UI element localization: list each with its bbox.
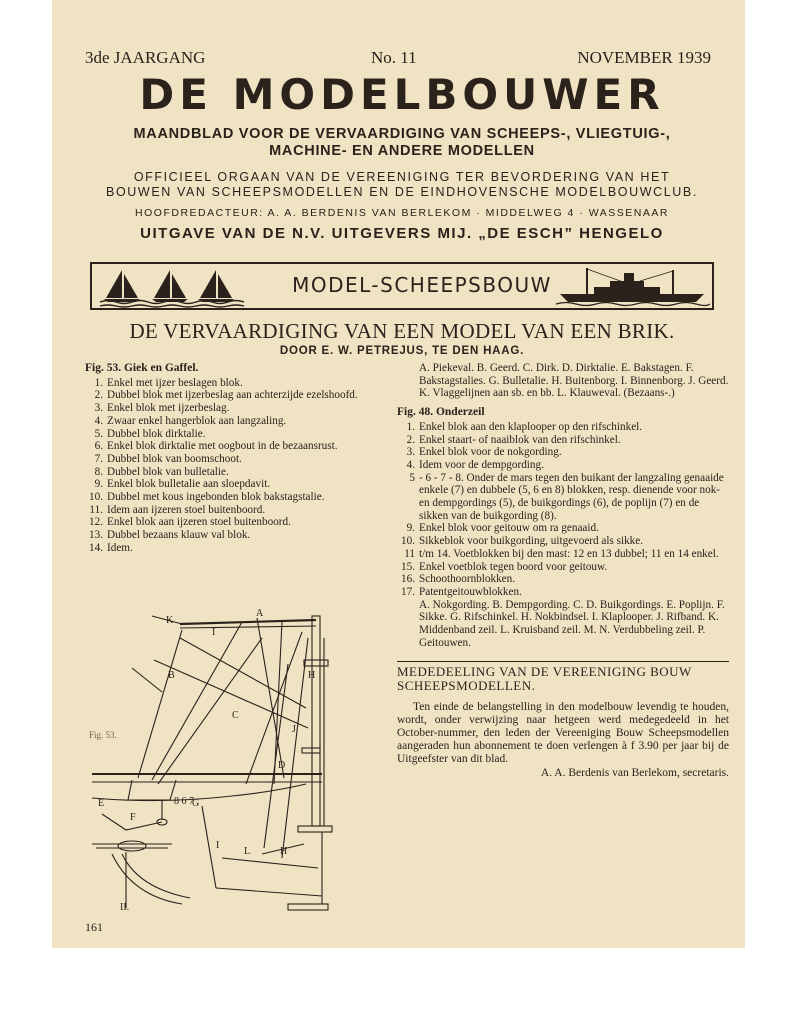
fig53-list-column: [85, 362, 385, 555]
list-item: 4. Idem voor de dempgording.: [406, 458, 544, 471]
fig48-list: [397, 421, 729, 599]
subtitle-line-2: MACHINE- EN ANDERE MODELLEN: [269, 143, 535, 159]
svg-text:A: A: [256, 608, 264, 619]
steamship-illustration: [554, 266, 710, 308]
fig48-heading: Fig. 48. Onderzeil: [397, 406, 485, 419]
list-item: 2. Dubbel blok met ijzerbeslag aan achterzijde ezelshoofd.: [94, 389, 358, 402]
official-organ-text: [82, 170, 722, 200]
magazine-page: [52, 0, 745, 948]
list-item: 2. Enkel staart- of naaiblok van den rifschinkel.: [406, 433, 621, 446]
svg-text:J: J: [292, 724, 296, 735]
issue-number: No. 11: [371, 48, 417, 67]
section-title: MODEL-SCHEEPSBOUW: [292, 273, 552, 297]
svg-text:II.: II.: [120, 902, 130, 913]
notice-body: Ten einde de belangstelling in den modelbouw levendig te houden, wordt, onder verwijzing naar hetgeen werd medegedeeld in het October-nummer, den leden der Vereeniging Bouw Scheepsmodellen aangeraden hun abonnement te doen verlengen à f 3.90 per jaar bij de Uitgeefster van dit blad.: [397, 701, 729, 766]
section-banner: [90, 262, 714, 310]
svg-text:D: D: [278, 760, 286, 771]
list-item: 3. Enkel blok voor de nokgording.: [406, 446, 562, 459]
list-item: 13. Dubbel bezaans klauw val blok.: [89, 529, 251, 542]
subtitle-line-1: MAANDBLAD VOOR DE VERVAARDIGING VAN SCHEEPS-, VLIEGTUIG-,: [133, 126, 671, 142]
svg-text:K: K: [166, 615, 174, 626]
list-item: 11. Idem aan ijzeren stoel buitenboord.: [89, 503, 266, 516]
sailboats-illustration: [98, 266, 248, 308]
list-item: 8. Dubbel blok van bulletalie.: [94, 465, 229, 478]
fig53-caption: Fig. 53.: [89, 730, 117, 740]
magazine-subtitle: [82, 126, 722, 160]
list-item: 7. Dubbel blok van boomschoot.: [94, 452, 242, 465]
svg-text:E: E: [98, 798, 105, 809]
list-item: 5 - 6 - 7 - 8. Onder de mars tegen den buikant der langzaling genaaide enkele (7) en dubbele (5, 6 en 8) blokken, resp. dienende voor nok- en dempgordings (5), de buikgordings (6), de poplijn (7) en de sikken van de buikgording (8).: [409, 471, 724, 522]
fig48-legend: A. Nokgording. B. Dempgording. C. D. Buikgordings. E. Poplijn. F. Sikke. G. Rifschinkel. H. Nokbindsel. I. Klaplooper. J. Rifband. K. Middenband zeil. L. Kruisband zeil. M. N. Verdubbeling zeil. P. Geitouwen.: [419, 598, 725, 649]
list-item: 10. Sikkeblok voor buikgording, uitgevoerd als sikke.: [401, 535, 644, 548]
publisher-line: UITGAVE VAN DE N.V. UITGEVERS MIJ. „DE ESCH” HENGELO: [140, 225, 664, 242]
list-item: 3. Enkel blok met ijzerbeslag.: [94, 402, 230, 415]
fig53-rigging-drawing: [92, 608, 392, 913]
list-item: 9. Enkel blok voor geitouw om ra genaaid.: [406, 522, 599, 535]
svg-text:C: C: [232, 710, 239, 721]
list-item: 5. Dubbel blok dirktalie.: [94, 427, 206, 440]
article-byline: DOOR E. W. PETREJUS, TE DEN HAAG.: [279, 345, 525, 357]
svg-text:F: F: [130, 812, 136, 823]
svg-text:H: H: [280, 846, 288, 857]
list-item: 16. Schoothoornblokken.: [401, 573, 516, 586]
page-number: 161: [85, 920, 103, 934]
list-item: 12. Enkel blok aan ijzeren stoel buitenboord.: [89, 516, 291, 529]
svg-text:G: G: [192, 798, 200, 809]
editor-line: HOOFDREDACTEUR: A. A. BERDENIS VAN BERLEKOM · MIDDELWEG 4 · WASSENAAR: [135, 207, 669, 219]
list-item: 4. Zwaar enkel hangerblok aan langzaling.: [94, 414, 287, 427]
fig53-heading: Fig. 53. Giek en Gaffel.: [85, 362, 199, 374]
list-item: 9. Enkel blok bulletalie aan sloepdavit.: [94, 478, 271, 491]
list-item: 6. Enkel blok dirktalie met oogbout in de bezaansrust.: [94, 440, 338, 453]
svg-text:I: I: [212, 627, 216, 638]
svg-text:I: I: [216, 840, 220, 851]
list-item: 10. Dubbel met kous ingebonden blok bakstagstalie.: [89, 491, 325, 504]
svg-text:B: B: [168, 670, 175, 681]
fig53-list: [85, 377, 385, 555]
issue-date: NOVEMBER 1939: [577, 48, 711, 67]
official-line-2: BOUWEN VAN SCHEEPSMODELLEN EN DE EINDHOVENSCHE MODELBOUWCLUB.: [106, 185, 698, 199]
notice-block: [397, 661, 729, 780]
notice-title: MEDEDEELING VAN DE VEREENIGING BOUW SCHEEPSMODELLEN.: [397, 664, 692, 694]
list-item: 15. Enkel voetblok tegen boord voor geitouw.: [401, 560, 608, 573]
list-item: 11 t/m 14. Voetblokken bij den mast: 12 en 13 dubbel; 11 en 14 enkel.: [404, 547, 719, 560]
list-item: 1. Enkel met ijzer beslagen blok.: [94, 376, 243, 389]
article-headline: DE VERVAARDIGING VAN EEN MODEL VAN EEN BRIK.: [129, 319, 675, 343]
list-item: 14. Idem.: [89, 541, 133, 554]
list-item: 17. Patentgeitouwblokken.: [401, 585, 522, 598]
notice-signature: A. A. Berdenis van Berlekom, secretaris.: [540, 767, 729, 780]
volume-label: 3de JAARGANG: [85, 48, 206, 67]
fig53-legend: A. Piekeval. B. Geerd. C. Dirk. D. Dirktalie. E. Bakstagen. F. Bakstagstalies. G. Bulletalie. H. Buitenborg. I. Binnenborg. J. Geerd. K. Vlaggelijnen aan sb. en bb. L. Klauweval. (Bezaans-.): [419, 362, 729, 400]
svg-text:H: H: [308, 670, 316, 681]
svg-text:L: L: [244, 846, 251, 857]
magazine-title: DE MODELBOUWER: [139, 70, 665, 119]
official-line-1: OFFICIEEL ORGAAN VAN DE VEREENIGING TER BEVORDERING VAN HET: [133, 170, 671, 184]
right-column: [397, 362, 729, 780]
svg-text:8 6 7: 8 6 7: [174, 796, 194, 807]
list-item: 1. Enkel blok aan den klaplooper op den rifschinkel.: [406, 420, 643, 433]
